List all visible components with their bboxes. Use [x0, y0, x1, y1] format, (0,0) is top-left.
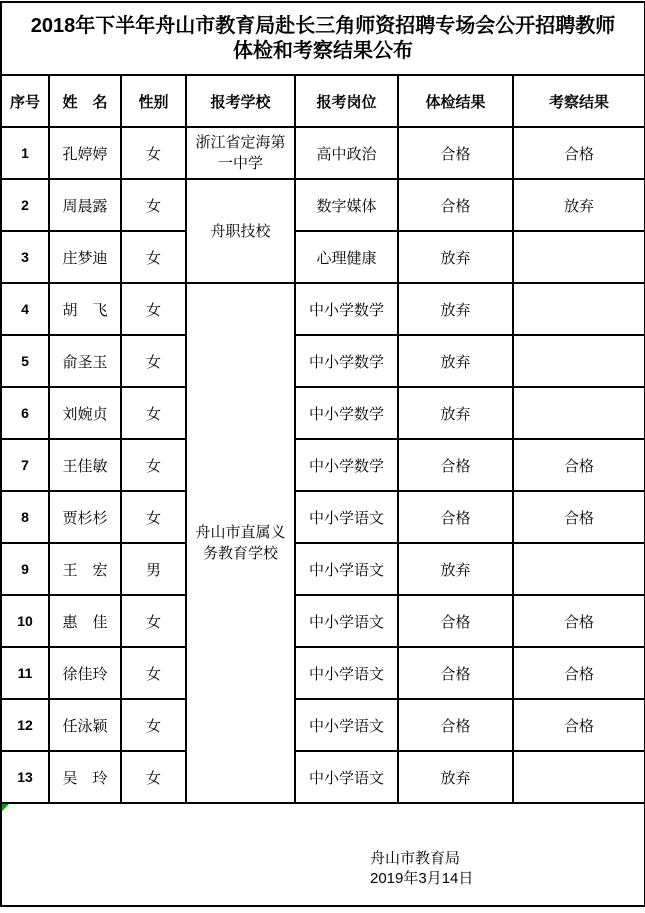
cell-no: 7	[1, 439, 49, 491]
cell-physical-result: 合格	[398, 647, 513, 699]
cell-gender: 女	[121, 491, 186, 543]
title-row	[1, 2, 645, 75]
column-header-name: 姓 名	[49, 75, 121, 127]
cell-inspection-result: 合格	[513, 647, 645, 699]
cell-school-merged	[186, 283, 295, 803]
cell-position: 中小学语文	[295, 647, 398, 699]
table-row	[1, 179, 645, 231]
cell-position: 中小学语文	[295, 699, 398, 751]
cell-gender: 女	[121, 699, 186, 751]
table-row	[1, 543, 645, 595]
cell-name: 王 宏	[49, 543, 121, 595]
cell-position: 心理健康	[295, 231, 398, 283]
cell-no: 2	[1, 179, 49, 231]
cell-physical-result: 合格	[398, 439, 513, 491]
cell-inspection-result: 合格	[513, 595, 645, 647]
cell-physical-result: 放弃	[398, 283, 513, 335]
cell-physical-result: 合格	[398, 699, 513, 751]
cell-name: 俞圣玉	[49, 335, 121, 387]
cell-position: 中小学数学	[295, 283, 398, 335]
footer-text-block	[370, 849, 473, 889]
cell-name: 惠 佳	[49, 595, 121, 647]
cell-inspection-result: 合格	[513, 439, 645, 491]
school-text: 舟职技校	[210, 222, 271, 240]
green-corner-marker-icon	[2, 804, 9, 811]
cell-inspection-result	[513, 283, 645, 335]
table-row	[1, 283, 645, 335]
cell-name: 孔婷婷	[49, 127, 121, 179]
cell-no: 10	[1, 595, 49, 647]
page-title-line2: 体检和考察结果公布	[233, 39, 414, 62]
column-header-physical-result: 体检结果	[398, 75, 513, 127]
cell-no: 9	[1, 543, 49, 595]
cell-no: 6	[1, 387, 49, 439]
cell-position: 中小学语文	[295, 595, 398, 647]
table-header-row	[1, 75, 645, 127]
cell-inspection-result	[513, 335, 645, 387]
cell-name: 贾杉杉	[49, 491, 121, 543]
cell-gender: 女	[121, 751, 186, 803]
cell-inspection-result: 合格	[513, 127, 645, 179]
cell-no: 1	[1, 127, 49, 179]
cell-position: 中小学语文	[295, 543, 398, 595]
cell-gender: 女	[121, 127, 186, 179]
table-row	[1, 439, 645, 491]
cell-name: 刘婉贞	[49, 387, 121, 439]
cell-no: 4	[1, 283, 49, 335]
cell-physical-result: 合格	[398, 179, 513, 231]
cell-no: 12	[1, 699, 49, 751]
table-row	[1, 647, 645, 699]
results-table	[0, 1, 645, 907]
cell-position: 数字媒体	[295, 179, 398, 231]
cell-school-merged	[186, 179, 295, 283]
cell-gender: 女	[121, 179, 186, 231]
table-row	[1, 751, 645, 803]
cell-physical-result: 合格	[398, 491, 513, 543]
cell-position: 中小学数学	[295, 387, 398, 439]
cell-physical-result: 放弃	[398, 335, 513, 387]
table-row	[1, 231, 645, 283]
school-text: 浙江省定海第一中学	[195, 134, 286, 172]
cell-no: 3	[1, 231, 49, 283]
column-header-gender: 性别	[121, 75, 186, 127]
footer-signature	[2, 804, 644, 905]
cell-gender: 女	[121, 231, 186, 283]
cell-name: 胡 飞	[49, 283, 121, 335]
cell-name: 任泳颖	[49, 699, 121, 751]
cell-name: 吴 玲	[49, 751, 121, 803]
cell-physical-result: 放弃	[398, 387, 513, 439]
cell-position: 中小学数学	[295, 335, 398, 387]
school-text: 舟山市直属义务教育学校	[195, 524, 286, 562]
cell-position: 高中政治	[295, 127, 398, 179]
footer-cell	[1, 803, 645, 906]
table-row	[1, 387, 645, 439]
page-title-line1: 2018年下半年舟山市教育局赴长三角师资招聘专场会公开招聘教师	[30, 14, 616, 37]
footer-date: 2019年3月14日	[370, 870, 474, 887]
cell-no: 5	[1, 335, 49, 387]
cell-inspection-result: 合格	[513, 699, 645, 751]
cell-gender: 女	[121, 595, 186, 647]
cell-no: 13	[1, 751, 49, 803]
cell-gender: 女	[121, 335, 186, 387]
cell-name: 徐佳玲	[49, 647, 121, 699]
footer-org: 舟山市教育局	[370, 850, 461, 867]
table-row	[1, 491, 645, 543]
cell-inspection-result	[513, 543, 645, 595]
column-header-position: 报考岗位	[295, 75, 398, 127]
table-row	[1, 699, 645, 751]
cell-name: 庄梦迪	[49, 231, 121, 283]
table-row	[1, 595, 645, 647]
page-title	[1, 2, 645, 75]
cell-name: 王佳敏	[49, 439, 121, 491]
footer-row	[1, 803, 645, 906]
cell-position: 中小学语文	[295, 751, 398, 803]
cell-no: 11	[1, 647, 49, 699]
cell-physical-result: 放弃	[398, 751, 513, 803]
cell-inspection-result	[513, 231, 645, 283]
cell-gender: 女	[121, 439, 186, 491]
column-header-no: 序号	[1, 75, 49, 127]
cell-gender: 男	[121, 543, 186, 595]
cell-position: 中小学数学	[295, 439, 398, 491]
cell-name: 周晨露	[49, 179, 121, 231]
cell-gender: 女	[121, 387, 186, 439]
cell-physical-result: 放弃	[398, 543, 513, 595]
cell-inspection-result	[513, 751, 645, 803]
cell-physical-result: 合格	[398, 127, 513, 179]
cell-physical-result: 放弃	[398, 231, 513, 283]
cell-no: 8	[1, 491, 49, 543]
table-row	[1, 335, 645, 387]
cell-gender: 女	[121, 283, 186, 335]
document-sheet	[0, 1, 645, 913]
column-header-school: 报考学校	[186, 75, 295, 127]
cell-inspection-result: 合格	[513, 491, 645, 543]
cell-position: 中小学语文	[295, 491, 398, 543]
cell-inspection-result	[513, 387, 645, 439]
table-row	[1, 127, 645, 179]
cell-gender: 女	[121, 647, 186, 699]
column-header-inspection-result: 考察结果	[513, 75, 645, 127]
cell-inspection-result: 放弃	[513, 179, 645, 231]
cell-physical-result: 合格	[398, 595, 513, 647]
cell-school	[186, 127, 295, 179]
